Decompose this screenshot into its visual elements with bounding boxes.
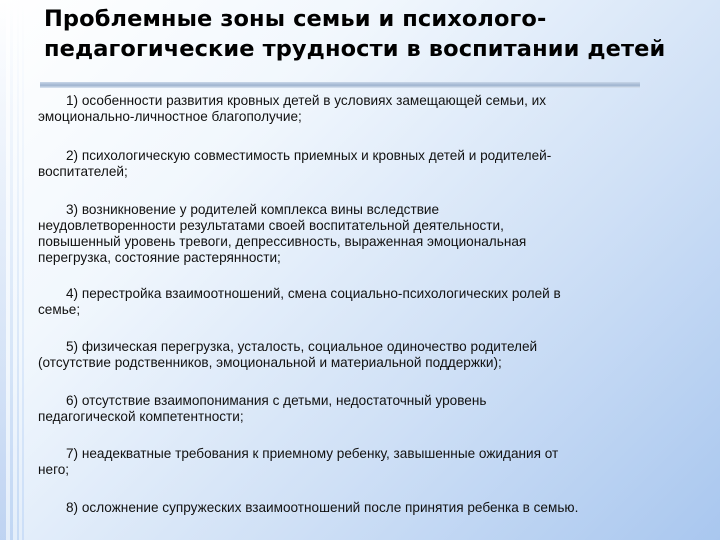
decor-stripe: [0, 0, 6, 540]
list-item-text: (отсутствие родственников, эмоциональной и материальной поддержки);: [38, 355, 502, 370]
list-item: [38, 446, 558, 478]
list-item: [38, 148, 551, 180]
list-item-text: 3) возникновение у родителей комплекса вины вследствие: [66, 202, 440, 217]
title-underline: [40, 82, 640, 88]
list-item-text: него;: [38, 462, 70, 477]
list-item-text: педагогической компетентности;: [38, 409, 244, 424]
list-item-text: эмоционально-личностное благополучие;: [38, 109, 302, 124]
list-item: [38, 286, 561, 318]
list-item: [38, 500, 578, 516]
list-item-text: 8) осложнение супружеских взаимоотношений после принятия ребенка в семью.: [66, 500, 579, 515]
list-item-text: воспитателей;: [38, 164, 128, 179]
list-item-text: перегрузка, состояние растерянности;: [38, 250, 281, 265]
slide-title-line: педагогические трудности в воспитании детей: [44, 36, 666, 62]
slide-title-line: Проблемные зоны семьи и психолого-: [44, 6, 547, 32]
list-item: [38, 393, 486, 425]
decor-stripe: [17, 0, 19, 540]
list-item-text: семье;: [38, 302, 81, 317]
list-item-text: 6) отсутствие взаимопонимания с детьми, недостаточный уровень: [66, 393, 487, 408]
list-item-text: 7) неадекватные требования к приемному ребенку, завышенные ожидания от: [66, 446, 559, 461]
list-item-text: 1) особенности развития кровных детей в условиях замещающей семьи, их: [66, 93, 547, 108]
list-item: [38, 339, 537, 371]
list-item: [38, 93, 546, 125]
list-item-text: 5) физическая перегрузка, усталость, социальное одиночество родителей: [66, 339, 538, 354]
list-item-text: неудовлетворенности результатами своей воспитательной деятельности,: [38, 218, 504, 233]
list-item-text: 2) психологическую совместимость приемных и кровных детей и родителей-: [66, 148, 552, 163]
list-item-text: повышенный уровень тревоги, депрессивность, выраженная эмоциональная: [38, 234, 527, 249]
slide-title: [44, 4, 704, 64]
list-item: [38, 202, 526, 266]
list-item-text: 4) перестройка взаимоотношений, смена социально-психологических ролей в: [66, 286, 561, 301]
decor-stripe: [22, 0, 24, 540]
decor-stripe: [10, 0, 13, 540]
